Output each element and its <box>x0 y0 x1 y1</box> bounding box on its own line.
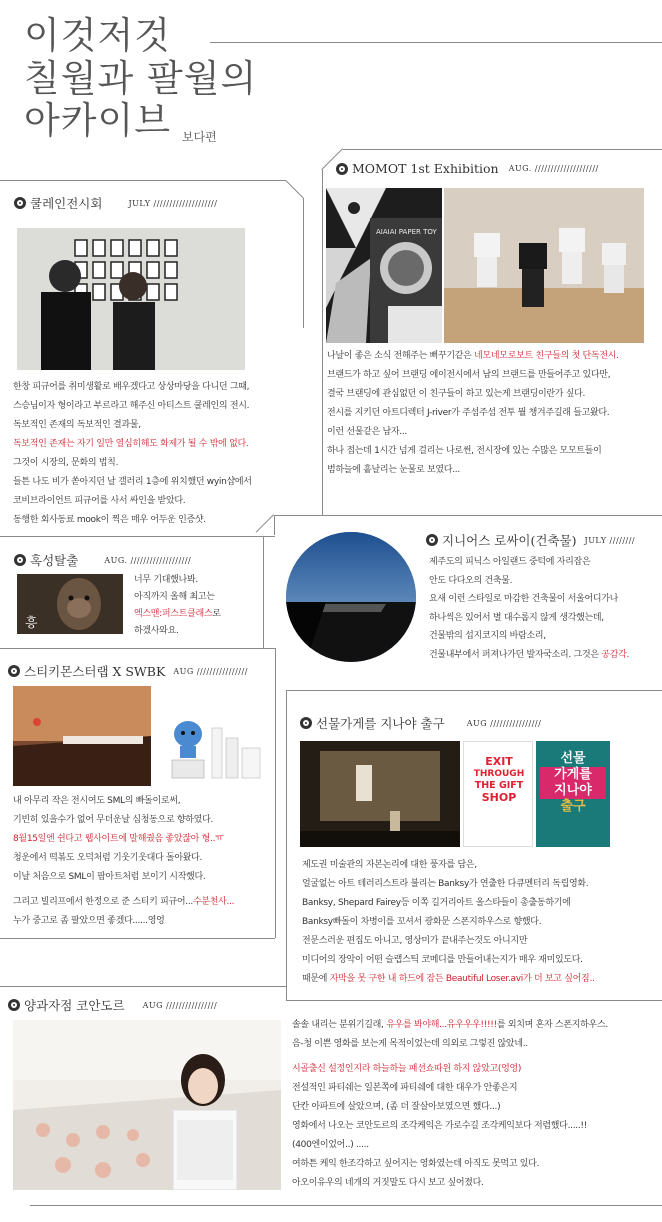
divider <box>0 180 286 181</box>
momot-text-line: 브랜드가 하고 싶어 브랜딩 에이전시에서 남의 브랜드를 만들어주고 있다만, <box>327 370 611 380</box>
coandore-title: 양과자점 코안도르 <box>24 998 125 1013</box>
sticky-section-header <box>8 662 248 680</box>
genius-text-line: 건물밖의 섭지코지의 바람소리, <box>429 631 546 641</box>
coolrain-section-header <box>14 194 217 212</box>
coolrain-text-line: 한창 피규어를 취미생활로 배우겠다고 상상마당을 다니던 그때, <box>13 382 250 392</box>
planet-photo <box>17 574 123 634</box>
sticky-text-line: 8월15일엔 쉰다고 웹사이트에 말해줬음 좋았잖아 형..ㅠ <box>13 834 224 844</box>
giftshop-section-header <box>300 714 541 732</box>
coandore-text-line: 여하튼 케익 한조각하고 싶어지는 영화였는데 아직도 못먹고 있다. <box>292 1159 540 1169</box>
film-reel-icon <box>426 534 438 546</box>
coandore-text-line: (400엔이었어..) ..... <box>292 1140 369 1150</box>
divider <box>343 149 662 150</box>
divider <box>303 198 304 328</box>
sticky-photo-1 <box>13 686 151 786</box>
coolrain-text-line: 들튼 나도 비가 쏟아지던 날 갤러리 1층에 위치했던 wyin샵에서 <box>13 477 252 487</box>
coandore-section-header <box>8 996 217 1014</box>
coolrain-text-line: 독보적인 존재는 자기 일만 열심히해도 화제가 될 수 밖에 없다. <box>13 439 249 449</box>
momot-text <box>327 347 619 480</box>
divider <box>274 515 275 535</box>
poster-korean-text: 선물 가게를 지나야 출구 <box>540 751 606 815</box>
genius-text-line: 하나씩은 있어서 별 대수롭지 않게 생각했는데, <box>429 612 604 623</box>
architecture-sky-illustration <box>286 532 416 662</box>
sticky-title: 스티키몬스터랩 X SWBK <box>24 664 166 679</box>
film-reel-icon <box>14 197 26 209</box>
coandore-text-line: 전설적인 파티쉐는 일본쪽에 파티쉐에 대한 대우가 안좋은지 <box>292 1083 518 1093</box>
divider <box>0 648 275 649</box>
coolrain-month: JULY //////////////////// <box>128 198 218 208</box>
coandore-text-line: 시골출신 설정인지라 하늘하늘 패션쇼따윈 하지 않았고(엉엉) <box>292 1064 522 1074</box>
coolrain-title: 쿨레인전시회 <box>30 196 103 211</box>
giftshop-photo <box>300 741 460 847</box>
divider <box>0 536 275 537</box>
title-line-3: 아카이브 <box>24 99 171 143</box>
giftshop-text-line: 미디어의 장악이 어떤 슬랩스틱 코메디를 만들어내는지가 매우 재미있도다. <box>302 955 583 965</box>
divider <box>256 514 274 532</box>
divider <box>274 515 662 516</box>
coolrain-text-line: 코비브라이언트 피규어를 사서 싸인을 받았다. <box>13 496 186 506</box>
film-reel-icon <box>336 163 348 175</box>
stormtrooper-figures-illustration <box>444 188 644 343</box>
momot-text-line: 결국 브랜딩에 관심없던 이 친구들이 하고 있는게 브랜딩이란가 싶다. <box>327 389 586 399</box>
sticky-text-line: 청운에서 떡볶도 오덕처럼 기웃기웃대다 돌아왔다. <box>13 853 203 863</box>
divider <box>286 690 662 691</box>
momot-text-line: 전시를 지키던 아트디렉터 J-river가 주섬주섬 전투 뭘 챙겨주길래 들고왔다. <box>327 408 610 418</box>
momot-photo-2 <box>444 188 644 343</box>
giftshop-text-line: Banksy빠돌이 차병이를 꼬셔서 광화문 스폰지하우스로 향했다. <box>302 917 542 927</box>
momot-month: AUG. //////////////////// <box>508 164 599 173</box>
film-reel-icon <box>8 999 20 1011</box>
film-reel-icon <box>8 665 20 677</box>
title-line-2: 칠월과 팔월의 <box>24 56 258 100</box>
divider <box>285 180 303 198</box>
giftshop-poster-english <box>463 741 533 847</box>
film-reel-icon <box>300 717 312 729</box>
banksy-wall-illustration <box>300 741 460 847</box>
giftshop-title: 선물가게를 지나야 출구 <box>316 716 445 731</box>
gallery-photo-illustration <box>17 228 245 370</box>
coandore-text-line: 단칸 아파트에 살았으며, (좀 더 잘살아보였으면 했다...) <box>292 1102 501 1112</box>
coolrain-text-line: 스승님이자 형이라고 부르라고 해주신 아티스트 쿨레인의 전시. <box>13 401 250 411</box>
sticky-text-line: 내 아무리 작은 전시여도 SML의 빠돌이로써, <box>13 796 181 806</box>
divider <box>275 648 276 938</box>
momot-section-header <box>336 161 599 176</box>
divider <box>0 938 275 939</box>
momot-text-line: 이런 선물같은 남자... <box>327 427 407 437</box>
momot-photo-1 <box>326 188 442 343</box>
poster-english-text: EXIT THROUGH THE GIFT SHOP <box>473 755 525 804</box>
coolrain-text <box>13 378 252 530</box>
coandore-text <box>292 1016 608 1193</box>
coandore-text-line: 아오이유우의 네개의 거짓말도 다시 보고 싶어졌다. <box>292 1178 484 1188</box>
planet-month: AUG. /////////////////// <box>104 555 192 565</box>
sticky-text-line: 기빈히 있을수가 없어 무더운날 심청동으로 향하였다. <box>13 815 214 825</box>
genius-text-line: 건물내부에서 퍼져나가던 발자국소리. 그것은 공감각. <box>429 649 630 660</box>
page-title <box>24 16 257 142</box>
momot-text-line: 범하늘에 흩날리는 눈물로 보였다... <box>327 465 460 475</box>
divider <box>0 986 286 987</box>
planet-section-header <box>14 551 191 569</box>
planet-badge: 흥 <box>25 616 38 631</box>
giftshop-text-line: 얼굴없는 아트 테러리스트라 불리는 Banksy가 연출한 다큐멘터리 독립영화. <box>302 879 589 889</box>
genius-text-line: 안도 다다오의 건축물. <box>429 575 513 586</box>
momot-text-line: 하나 접는데 1시간 넘게 걸리는 나로썬, 전시장에 있는 수많은 모모트들이 <box>327 446 602 456</box>
bakery-scene-illustration <box>13 1020 281 1190</box>
giftshop-poster-korean <box>536 741 610 847</box>
genius-section-header <box>426 531 635 549</box>
coandore-photo <box>13 1020 281 1190</box>
giftshop-text-line: 때문에 자막을 못 구한 내 하드에 잠든 Beautiful Loser.avi가 더 보고 싶어짐.. <box>302 974 595 984</box>
figure-and-cosmetics-illustration <box>158 712 266 788</box>
momot-text-line: 나날이 좋은 소식 전해주는 뻐꾸기같은 네모네모로보트 친구들의 첫 단독전시. <box>327 351 619 361</box>
genius-text-line: 제주도의 피닉스 아일랜드 중턱에 자리잡은 <box>429 557 591 567</box>
divider <box>322 170 323 515</box>
exhibition-room-illustration <box>13 686 151 786</box>
coandore-month: AUG //////////////// <box>142 1000 218 1010</box>
planet-text-line: 엑스맨:퍼스트클래스로 <box>134 609 221 619</box>
genius-text <box>429 553 629 664</box>
planet-text-line: 너무 기대했나봐. <box>134 575 198 585</box>
sticky-text-line: 누가 중고로 좀 팔았으면 좋겠다......영엉 <box>13 916 165 926</box>
divider <box>30 1205 662 1206</box>
film-reel-icon <box>14 554 26 566</box>
coandore-text-line: 솔솔 내리는 분위기길래, 유우를 봐야해...유우우우!!!!!를 외치며 혼자 스폰지하우스. <box>292 1020 608 1030</box>
title-rule <box>210 42 662 43</box>
giftshop-text-line: 전문스러운 편집도 아니고, 영상미가 끝내주는것도 아니지만 <box>302 936 528 946</box>
genius-title: 지니어스 로싸이(건축물) <box>442 533 577 548</box>
papertoy-box-illustration <box>326 188 442 343</box>
sticky-photo-2 <box>158 712 266 788</box>
giftshop-text-line: 제도권 미술관의 자본논리에 대한 풍자를 담은, <box>302 860 477 870</box>
planet-text-line: 하겠사와요. <box>134 626 179 636</box>
sticky-month: AUG //////////////// <box>173 666 248 676</box>
divider <box>263 536 264 648</box>
sticky-text-line: 이날 처음으로 SML이 팝아트처럼 보이기 시작했다. <box>13 872 206 882</box>
sticky-text-line: 그리고 빌리프에서 한정으로 준 스티키 피규어...수분천사... <box>13 897 235 907</box>
giftshop-text-line: Banksy, Shepard Fairey등 이쪽 길거리아트 올스타들이 총출동하기에 <box>302 898 571 908</box>
genius-month: JULY //////// <box>584 535 636 545</box>
momot-title: MOMOT 1st Exhibition <box>352 161 499 176</box>
genius-text-line: 요새 이런 스타일로 마감한 건축물이 서울어디가나 <box>429 594 619 604</box>
coandore-text-line: 음-청 이쁜 영화를 보는게 목적이었는데 의외로 그렇진 않았네.. <box>292 1039 528 1049</box>
coolrain-text-line: 그것이 시장의, 문화의 법칙. <box>13 458 119 468</box>
giftshop-text <box>302 856 595 989</box>
divider <box>286 1000 662 1001</box>
planet-title: 혹성탈출 <box>30 553 79 568</box>
title-line-1: 이것저것 <box>24 14 171 57</box>
giftshop-month: AUG //////////////// <box>466 718 542 728</box>
coolrain-photo <box>17 228 245 370</box>
planet-text <box>134 572 221 640</box>
coolrain-text-line: 독보적인 존재의 독보적인 결과물, <box>13 420 141 430</box>
papertoy-label: AIAIAI PAPER TOY <box>376 228 437 236</box>
planet-text-line: 아직까지 올해 최고는 <box>134 592 215 602</box>
coandore-text-line: 영화에서 나오는 코안도르의 조각케익은 가로수길 조각케익보다 저렴했다.....!! <box>292 1121 588 1131</box>
genius-photo <box>286 532 416 662</box>
page-subtitle: 보다편 <box>182 130 217 144</box>
coolrain-text-line: 동행한 회사동료 mook이 찍은 매우 어두운 인증샷. <box>13 515 206 525</box>
divider <box>286 690 287 1000</box>
sticky-text <box>13 792 234 931</box>
